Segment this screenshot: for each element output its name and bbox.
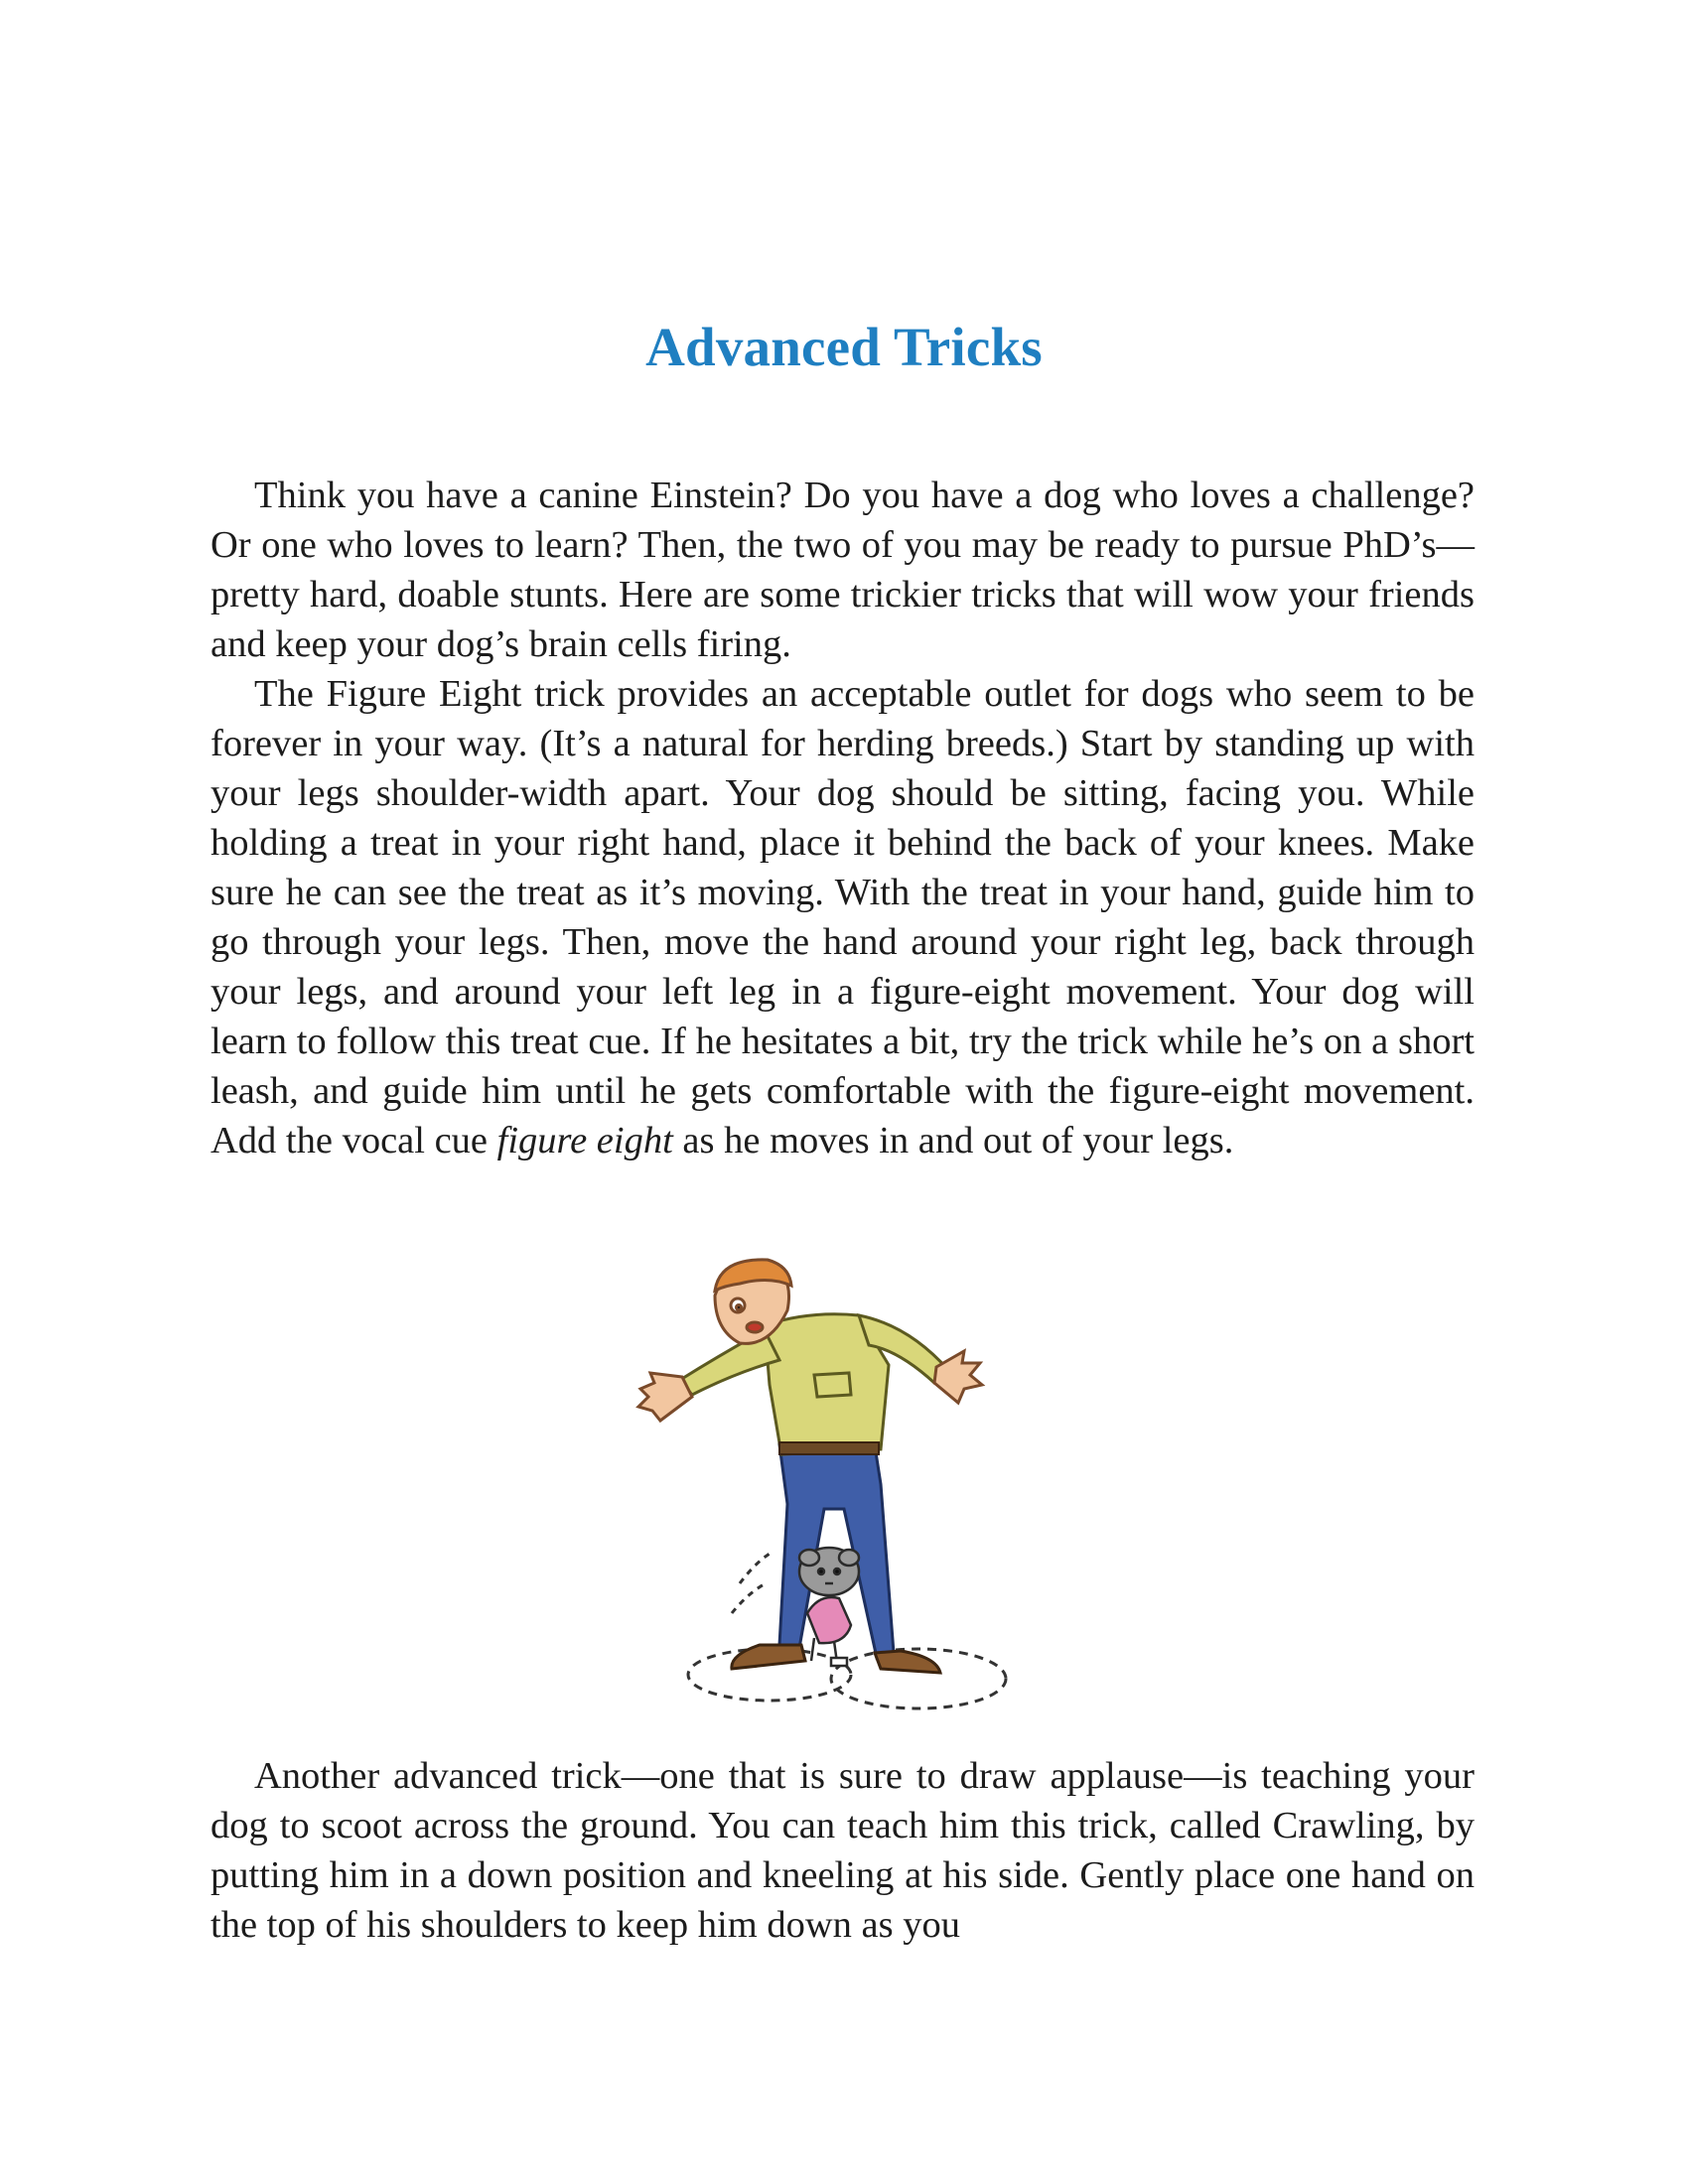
- text-block-bottom: [211, 1751, 1475, 1950]
- belt: [779, 1442, 879, 1454]
- motion-lines: [732, 1554, 770, 1613]
- paragraph-figure-eight: [211, 669, 1475, 1165]
- text-block-top: [211, 471, 1475, 1165]
- paragraph-crawling: Another advanced trick—one that is sure to draw applause—is teaching your dog to scoot across the ground. You can teach him this trick, called Crawling, by putting him in a down position and kneeling at his side. Gently place one hand on the top of his shoulders to keep him down as you: [211, 1755, 1475, 1946]
- figure-eight-text-before: The Figure Eight trick provides an acceptable outlet for dogs who seem to be forever in your way. (It’s a natural for herding breeds.) Start by standing up with your legs shoulder-width apart. Your dog should be sitting, facing you. While holding a treat in your right hand, place it behind the back of your knees. Make sure he can see the treat as it’s moving. With the treat in your hand, guide him to go through your legs. Then, move the hand around your right leg, back through your legs, and around your left leg in a figure-eight movement. Your dog will learn to follow this treat cue. If he hesitates a bit, try the trick while he’s on a short leash, and guide him until he gets comfortable with the figure-eight movement. Add the vocal cue: [211, 673, 1475, 1161]
- chapter-title: Advanced Tricks: [645, 317, 1043, 377]
- figure-eight-text-after: as he moves in and out of your legs.: [672, 1120, 1234, 1161]
- man-torso: [680, 1314, 948, 1454]
- paragraph-intro: Think you have a canine Einstein? Do you have a dog who loves a challenge? Or one who loves to learn? Then, the two of you may be ready to pursue PhD’s—pretty hard, doable stunts. Here are some trickier tricks that will wow your friends and keep your dog’s brain cells firing.: [211, 475, 1475, 665]
- figure-eight-illustration: [621, 1256, 1038, 1732]
- vocal-cue-term: figure eight: [496, 1120, 673, 1161]
- dog: [799, 1548, 859, 1666]
